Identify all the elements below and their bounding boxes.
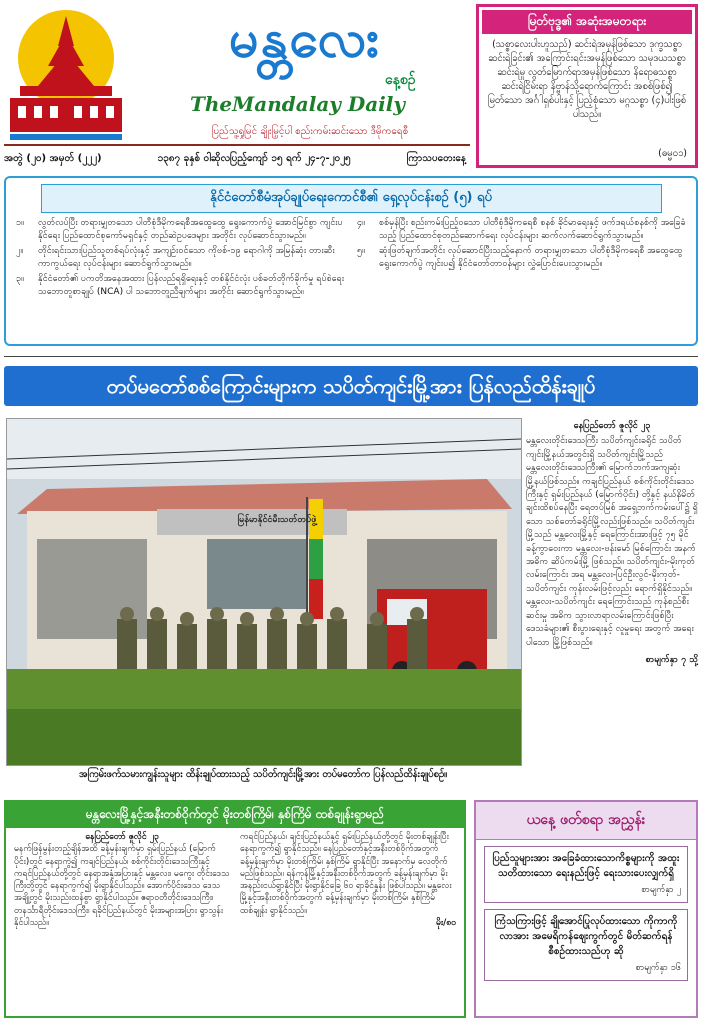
- objectives-body: (သစ္စာလေးပါးဟူသည်) ဆင်းရဲအမှန်ဖြစ်သော ဒုက္ခသစ္စာ ဆင်းရဲခြင်း၏ အကြောင်းရင်းအမှန်ဖြစ်သော သမုဒယသစ္စာ ဆင်းရဲမှု လွတ်မြောက်ရာအမှန်ဖြစ်သော နိရောဓသစ္စာ ဆင်းရဲငြိမ်းရာ နိဗ္ဗာန်သို့ရောက်ကြောင်း အစစ်ဖြစ်၍ မြတ်သော အင်္ဂါရှစ်ပါးနှင့် ပြည့်စုံသော မဂ္ဂသစ္စာ (၄)ပါးဖြစ်ပါသည်။: [487, 39, 687, 120]
- weather-column-left: [14, 831, 230, 929]
- weather-article: [4, 800, 466, 1018]
- weather-text-2: ကရင်ပြည်နယ်၊ ချင်းပြည်နယ်နှင့် ရှမ်းပြည်နယ်တို့တွင် မိုးတစ်ချုန်းပြီး နေရာကွက်၍ ရွာနိုင်သည်။ နေပြည်တော်နှင့်အနီးတစ်ဝိုက်အတွက် ခန့်မှန်းချက်မှာ မိုးတစ်ကြိမ်၊ နှစ်ကြိမ် ရွာနိုင်ပြီး အနောက်မှ လေတိုက်မည်ဖြစ်သည်။ ရန်ကုန်မြို့နှင့်အနီးတစ်ဝိုက်အတွက် ခန့်မှန်းချက်မှာ မိုးအနည်းငယ်ရွာနိုင်ပြီး မိုးရွာနိုင်ခြေ ၆၀ ရာခိုင်နှုန်း ဖြစ်ပါသည်။ မန္တလေးမြို့နှင့်အနီးတစ်ဝိုက်အတွက် ခန့်မှန်းချက်မှာ မိုးတစ်ကြိမ်၊ နှစ်ကြိမ် ထစ်ချုန်း ရွာနိုင်သည်။: [240, 832, 452, 916]
- weather-dateline: နေပြည်တော် ဇူလိုင် ၂၃: [85, 832, 159, 842]
- masthead-rule: [4, 144, 470, 146]
- issue-weekday: ကြာသပတေးနေ့: [406, 152, 466, 164]
- inside-item-page: စာမျက်နှာ ၁၆: [635, 963, 681, 973]
- task-text: နိုင်ငံတော်၏ ပကတိအနေအထား ပြန်လည်ရရှိရေးနှင့် တစ်နိုင်ငံလုံး ပစ်ခတ်တိုက်ခိုက်မှု ရပ်စဲရေး သဘောတူစာချုပ် (NCA) ပါ သဘောတူညီချက်များ အတိုင်း ဆောင်ရွက်သွားမည်။: [38, 274, 345, 297]
- lead-body: မန္တလေးတိုင်းဒေသကြီး သပိတ်ကျင်းခရိုင် သပိတ်ကျင်းမြို့နယ်အတွင်းရှိ သပိတ်ကျင်းမြို့သည် မန္တလေးတိုင်းဒေသကြီး၏ မြောက်ဘက်အကျဆုံးမြို့နယ်ဖြစ်သည်။ ကချင်ပြည်နယ် စစ်ကိုင်းတိုင်းဒေသကြီးနှင့် ရှမ်းပြည်နယ် (မြောက်ပိုင်း) တို့နှင့် နယ်နိမိတ်ချင်းထိစပ်နေပြီး ရေတပ်မြစ် အရှေ့ဘက်ကမ်းပေါ်၌ ရှိသော သစ်တော်ခရိုင်မြို့လည်းဖြစ်သည်။ သပိတ်ကျင်းမြို့သည် မန္တလေးမြို့နှင့် ရေကြောင်းအားဖြင့် ၇၅ မိုင်ခန့်ကွာဝေးကာ မန္တလေး-ဗန်းမော် မြစ်ကြောင်း အနက် အဓိက ဆိပ်ကမ်းမြို့ ဖြစ်သည်။ သပိတ်ကျင်း-မိုးကုတ် လမ်းကြောင်း အရ မန္တလေး-ပြင်ဦးလွင်-မိုးကုတ်-သပိတ်ကျင်း ကုန်းလမ်းဖြင့်လည်း ရောက်ရှိနိုင်သည်။ မန္တလေး-သပိတ်ကျင်း ရေကြောင်းသည် ကုန်စည်စီးဆင်းမှု အဓိက သွားလာရာလမ်းကြောင်းဖြစ်ပြီး ဒေသခံများ၏ စီးပွားရေးနှင့် လူမှုရေး အတွက် အရေးပါသော မြို့ဖြစ်သည်။: [526, 436, 698, 648]
- lead-headline: တပ်မတော်စစ်ကြောင်းများက သပိတ်ကျင်းမြို့အား ပြန်လည်ထိန်းချုပ်: [4, 366, 698, 406]
- objectives-ref: (ဓမ္မ၀၁): [658, 148, 687, 159]
- inside-header: ယနေ့ ဖတ်စရာ အညွှန်း: [476, 802, 696, 840]
- tasks-header: နိုင်ငံတော်စီမံအုပ်ချုပ်ရေးကောင်စီ၏ ရှေ့လုပ်ငန်းစဉ် (၅) ရပ်: [41, 184, 662, 213]
- inside-item-page: စာမျက်နှာ ၂: [641, 885, 681, 895]
- inside-item[interactable]: [484, 909, 688, 981]
- issue-date: ၁၃၈၇ ခုနှစ် ဝါဆိုလပြည့်ကျော် ၁၅ ရက် ၂၄-၇-၂၀၂၅: [157, 152, 351, 164]
- task-item: [16, 245, 345, 271]
- objectives-box: [476, 4, 698, 168]
- task-item: [357, 217, 686, 243]
- priority-tasks-box: [4, 176, 698, 346]
- weather-text-1: မနက်ဖြန်မွန်းတည့်ချိန်အထိ ခန့်မှန်းချက်မှာ ရှမ်းပြည်နယ် (မြောက်ပိုင်း)တွင် နေရာကွဲ၍ ကချင်ပြည်နယ်၊ စစ်ကိုင်းတိုင်းဒေသကြီးနှင့် ကရင်ပြည်နယ်တို့တွင် နေရာအနှံ့အပြားနှင့် မန္တလေး၊ မကွေး တိုင်းဒေသကြီးတို့တွင် နေရာကွက်၍ မိုးရွာနိုင်ပါသည်။ အောက်ပိုင်းဒေသ ဒေသအချို့တွင် မိုးသည်းထန်စွာ ရွာနိုင်ပါသည်။ ဧရာဝတီတိုင်းဒေသကြီး၊ တနင်္သာရီတိုင်းဒေသကြီး၊ ရခိုင်ပြည်နယ်တွင် မိုးအများအပြား ရွာသွန်းနိုင်ပါသည်။: [14, 844, 230, 929]
- masthead-english-title: TheMandalay Daily: [190, 92, 405, 116]
- building-sign: မြန်မာနိုင်ငံမီးသတ်တပ်ဖွဲ့: [237, 515, 317, 525]
- masthead-title: မန္တလေး: [228, 8, 382, 69]
- objectives-header: မြတ်ဗုဒ္ဓ၏ အဆုံးအမတရား: [482, 10, 692, 34]
- task-number: ၃။: [16, 274, 24, 284]
- tasks-column-left: [16, 217, 345, 301]
- masthead-motto: ပြည်သူ့ရှုမြင် ချိုးမြှင့်ပါ စည်းကမ်းဆင်းသော ဒီမိုကရေစီ: [211, 126, 409, 137]
- edition-tag: နေ့စဉ်: [385, 72, 416, 88]
- section-divider: [4, 356, 698, 357]
- lead-photo: [6, 418, 522, 766]
- inside-item[interactable]: [484, 846, 688, 903]
- lead-continued: စာမျက်နှာ ၇ သို့: [645, 654, 698, 665]
- weather-continued: မိုး/၈၀: [436, 918, 456, 929]
- inside-item-text: ကြံသကြားဖြင့် ချိုအောင်ပြုလုပ်ထားသော ကိုကာကိုလာအား အမေရိကန်ဈေးကွက်တွင် မိတ်ဆက်ရန် စီစဉ်ထားသည်ဟု ဆို: [494, 916, 678, 957]
- inside-item-text: ပြည်သူများအား အခြေခံထားသောကိစ္စများကို အထူးသတိထားသော ရေးနည်းဖြင့် ရေးသားပေးလျှက်ရှိ: [492, 853, 680, 879]
- weather-column-right: [240, 831, 456, 929]
- newspaper-logo: [6, 6, 126, 146]
- tasks-column-right: [357, 217, 686, 301]
- task-text: ဆုံးဖြတ်ချက်အတိုင်း လုပ်ဆောင်ပြီးသည့်နောက် တရားမျှတသော ပါတီစုံဒီမိုကရေစီ အထွေထွေ ရွေးကောက်ပွဲ ကျင်းပ၍ နိုင်ငံတော်တာဝန်များ လွှဲပြောင်းပေးသွားမည်။: [379, 246, 683, 269]
- task-item: [357, 245, 686, 271]
- lead-article: [526, 420, 698, 790]
- inside-pages-box: [474, 800, 698, 1018]
- task-number: ၂။: [16, 246, 24, 256]
- task-text: စစ်မှန်ပြီး စည်းကမ်းပြည့်ဝသော ပါတီစုံဒီမိုကရေစီ စနစ် ခိုင်မာရေးနှင့် ဖက်ဒရယ်စနစ်ကို အခြေခံသည့် ပြည်ထောင်စုတည်ဆောက်ရေး လုပ်ငန်းများ ဆက်လက်ဆောင်ရွက်သွားမည်။: [379, 218, 686, 241]
- weather-header: မန္တလေးမြို့နှင့်အနီးတစ်ဝိုက်တွင် မိုးတစ်ကြိမ်၊ နှစ်ကြိမ် ထစ်ချုန်းရွာမည်: [6, 802, 464, 828]
- task-number: ၄။: [357, 218, 365, 228]
- task-number: ၅။: [357, 246, 365, 256]
- task-text: လွတ်လပ်ပြီး တရားမျှတသော ပါတီစုံဒီမိုကရေစီအထွေထွေ ရွေးကောက်ပွဲ အောင်မြင်စွာ ကျင်းပနိုင်ရေး ပြည်ထောင်စုကော်မရှင်နှင့် တည်ဆဲဥပဒေများ အတိုင်း လုပ်ဆောင်သွားမည်။: [38, 218, 343, 241]
- lead-dateline: နေပြည်တော် ဇူလိုင် ၂၃: [573, 421, 651, 431]
- task-text: တိုင်းရင်းသားပြည်သူတစ်ရပ်လုံးနှင့် အကျဉ်းဝင်သော ကိုဗစ်-၁၉ ရောဂါကို အမြန်ဆုံး တားဆီးကာကွယ်ရေး လုပ်ငန်းများ ဆောင်ရွက်သွားမည်။: [38, 246, 335, 269]
- task-number: ၁။: [16, 218, 24, 228]
- issue-number: အတွဲ (၂၀) အမှတ် (၂၂၂): [4, 152, 102, 164]
- photo-caption: အကြမ်းဖက်သမားကျွန်းသူများ ထိန်းချုပ်ထားသည့် သပိတ်ကျင်းမြို့အား တပ်မတော်က ပြန်လည်ထိန်းချုပ်စဉ်။: [78, 769, 448, 780]
- issue-line: [0, 148, 470, 168]
- task-item: [16, 273, 345, 299]
- task-item: [16, 217, 345, 243]
